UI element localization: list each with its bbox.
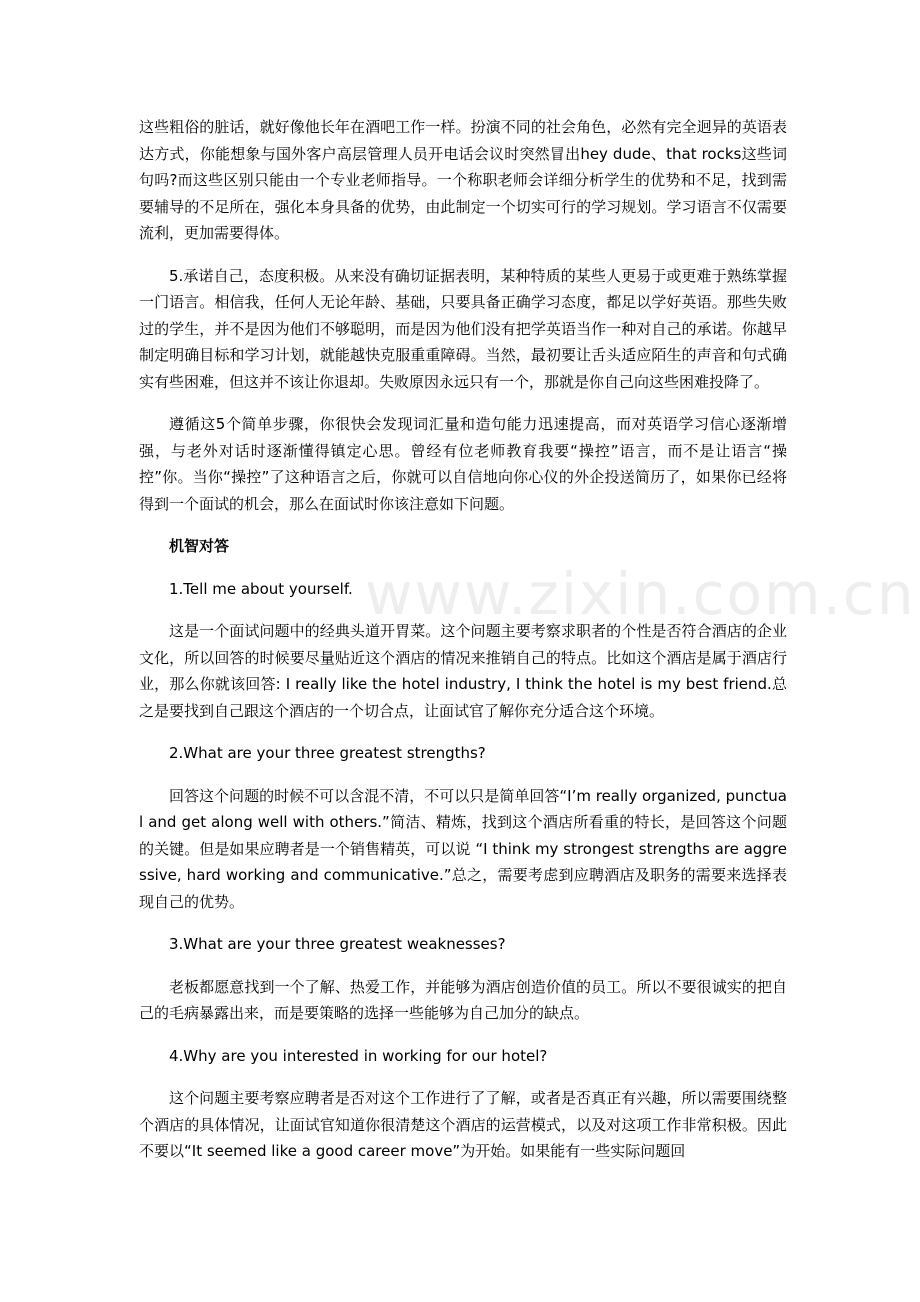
document-body bbox=[139, 114, 787, 1165]
question-heading: 2.What are your three greatest strengths? bbox=[169, 744, 486, 762]
body-paragraph: 回答这个问题的时候不可以含混不清，不可以只是简单回答“I’m really organized, punctual and get along well with others.”简洁、精炼，找到这个酒店所看重的特长，是回答这个问题的关键。但是如果应聘者是一个销售精英，可以说 “I think my strongest strengths are aggressive, hard working and communicative.”总之，需要考虑到应聘酒店及职务的需要来选择表现自己的优势。 bbox=[139, 786, 787, 911]
section-heading: 机智对答 bbox=[169, 537, 230, 555]
body-paragraph: 这些粗俗的脏话，就好像他长年在酒吧工作一样。扮演不同的社会角色，必然有完全迥异的英语表达方式，你能想象与国外客户高层管理人员开电话会议时突然冒出hey dude、that rocks这些词句吗?而这些区别只能由一个专业老师指导。一个称职老师会详细分析学生的优势和不足，找到需要辅导的不足所在，强化本身具备的优势，由此制定一个切实可行的学习规划。学习语言不仅需要流利，更加需要得体。 bbox=[139, 118, 787, 242]
body-paragraph: 5.承诺自己，态度积极。从来没有确切证据表明，某种特质的某些人更易于或更难于熟练掌握一门语言。相信我，任何人无论年龄、基础，只要具备正确学习态度，都足以学好英语。那些失败过的学生，并不是因为他们不够聪明，而是因为他们没有把学英语当作一种对自己的承诺。你越早制定明确目标和学习计划，就能越快克服重重障碍。当然，最初要让舌头适应陌生的声音和句式确实有些困难，但这并不该让你退却。失败原因永远只有一个，那就是你自己向这些困难投降了。 bbox=[139, 266, 787, 391]
body-paragraph: 老板都愿意找到一个了解、热爱工作，并能够为酒店创造价值的员工。所以不要很诚实的把自己的毛病暴露出来，而是要策略的选择一些能够为自己加分的缺点。 bbox=[139, 977, 787, 1022]
body-paragraph: 这个问题主要考察应聘者是否对这个工作进行了了解，或者是否真正有兴趣，所以需要围绕整个酒店的具体情况，让面试官知道你很清楚这个酒店的运营模式，以及对这项工作非常积极。因此不要以“It seemed like a good career move”为开始。如果能有一些实际问题回 bbox=[139, 1089, 787, 1160]
question-heading: 3.What are your three greatest weaknesses? bbox=[169, 935, 506, 953]
body-paragraph: 遵循这5个简单步骤，你很快会发现词汇量和造句能力迅速提高，而对英语学习信心逐渐增强，与老外对话时逐渐懂得镇定心思。曾经有位老师教育我要“操控”语言，而不是让语言“操控”你。当你“操控”了这种语言之后，你就可以自信地向你心仪的外企投送简历了，如果你已经将得到一个面试的机会，那么在面试时你该注意如下问题。 bbox=[139, 415, 787, 513]
question-heading: 1.Tell me about yourself. bbox=[169, 579, 353, 598]
body-paragraph: 这是一个面试问题中的经典头道开胃菜。这个问题主要考察求职者的个性是否符合酒店的企业文化，所以回答的时候要尽量贴近这个酒店的情况来推销自己的特点。比如这个酒店是属于酒店行业，那么你就该回答: I really like the hotel industry, I think the hotel is my best friend.总之是要找到自己跟这个酒店的一个切合点，让面试官了解你充分适合这个环境。 bbox=[139, 622, 787, 720]
watermark-text: www.zixin.com.cn bbox=[365, 560, 916, 628]
question-heading: 4.Why are you interested in working for our hotel? bbox=[169, 1046, 548, 1065]
